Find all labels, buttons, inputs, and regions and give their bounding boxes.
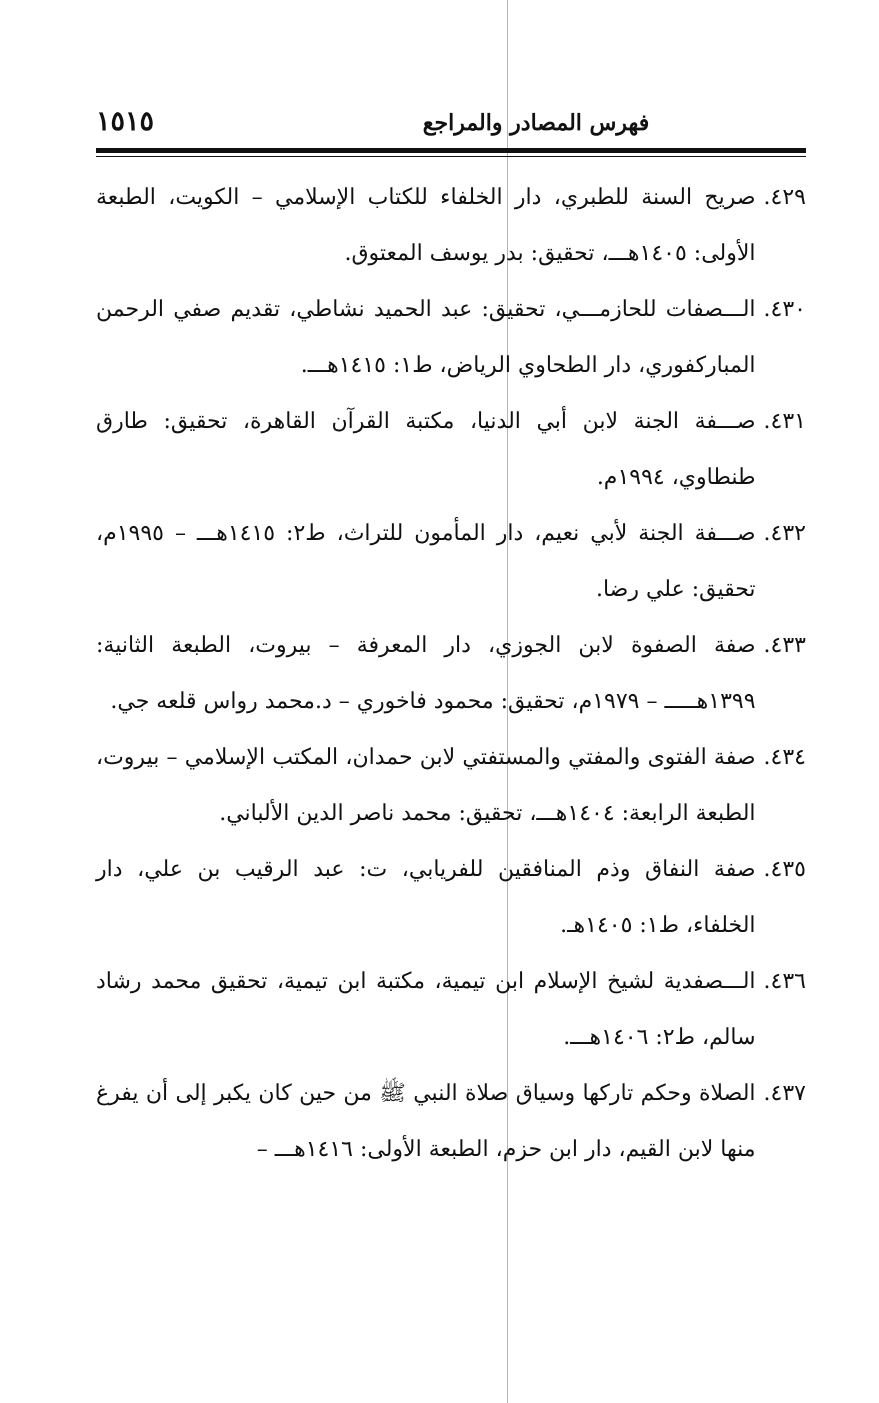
entry-text: صـــفة الجنة لابن أبي الدنيا، مكتبة القرآن القاهرة، تحقيق: طارق طنطاوي، ١٩٩٤م.	[96, 409, 756, 490]
entry-number: ٤٣١.	[763, 409, 806, 434]
reference-entry	[96, 730, 806, 842]
entry-text: صريح السنة للطبري، دار الخلفاء للكتاب الإسلامي – الكويت، الطبعة الأولى: ١٤٠٥هـــ، تحقيق: بدر يوسف المعتوق.	[96, 185, 756, 266]
header-rule-thick	[96, 148, 806, 153]
entry-text: الـــصفدية لشيخ الإسلام ابن تيمية، مكتبة ابن تيمية، تحقيق محمد رشاد سالم، ط٢: ١٤٠٦هـــ.	[96, 969, 756, 1050]
reference-entry	[96, 618, 806, 730]
entry-number: ٤٣٢.	[763, 521, 806, 546]
entry-number: ٤٣٧.	[763, 1081, 806, 1106]
entry-text: صفة الفتوى والمفتي والمستفتي لابن حمدان، المكتب الإسلامي – بيروت، الطبعة الرابعة: ١٤٠٤هـــ، تحقيق: محمد ناصر الدين الألباني.	[96, 745, 756, 826]
reference-entry	[96, 282, 806, 394]
entry-text: الصلاة وحكم تاركها وسياق صلاة النبي ﷺ من حين كان يكبر إلى أن يفرغ منها لابن القيم، دار ابن حزم، الطبعة الأولى: ١٤١٦هـــ –	[96, 1081, 756, 1162]
reference-entry	[96, 506, 806, 618]
entry-number: ٤٣٦.	[763, 969, 806, 994]
entry-number: ٤٢٩.	[763, 185, 806, 210]
entry-text: صفة الصفوة لابن الجوزي، دار المعرفة – بيروت، الطبعة الثانية: ١٣٩٩هـــــ – ١٩٧٩م، تحقيق: محمود فاخوري – د.محمد رواس قلعه جي.	[96, 633, 756, 714]
entry-number: ٤٣٤.	[763, 745, 806, 770]
reference-entry	[96, 170, 806, 282]
reference-entry	[96, 954, 806, 1066]
entry-number: ٤٣٥.	[763, 857, 806, 882]
reference-entry	[96, 394, 806, 506]
page-title: فهرس المصادر والمراجع	[422, 110, 650, 136]
reference-entry	[96, 1066, 806, 1178]
reference-entry	[96, 842, 806, 954]
page-header	[96, 104, 806, 148]
entry-text: الـــصفات للحازمـــي، تحقيق: عبد الحميد نشاطي، تقديم صفي الرحمن المباركفوري، دار الطحاوي الرياض، ط١: ١٤١٥هـــ.	[96, 297, 756, 378]
entry-text: صـــفة الجنة لأبي نعيم، دار المأمون للتراث، ط٢: ١٤١٥هـــ – ١٩٩٥م، تحقيق: علي رضا.	[96, 521, 756, 602]
entry-number: ٤٣٠.	[763, 297, 806, 322]
page-number: ١٥١٥	[96, 106, 155, 137]
entry-number: ٤٣٣.	[763, 633, 806, 658]
references-list	[96, 170, 806, 1178]
header-rule-thin	[96, 156, 806, 157]
entry-text: صفة النفاق وذم المنافقين للفريابي، ت: عبد الرقيب بن علي، دار الخلفاء، ط١: ١٤٠٥هـ.	[96, 857, 756, 938]
